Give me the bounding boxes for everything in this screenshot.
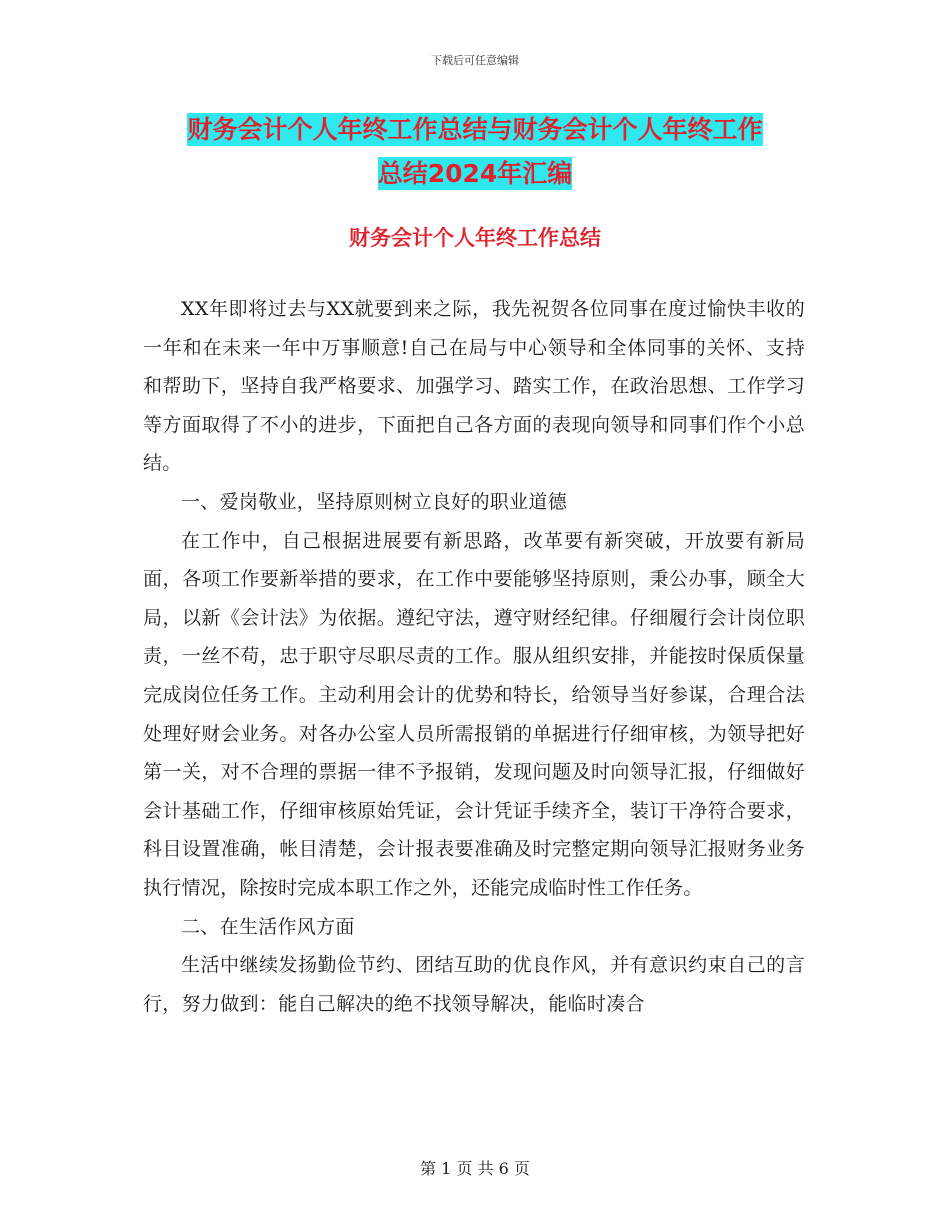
title-line-1: 财务会计个人年终工作总结与财务会计个人年终工作 — [187, 115, 763, 144]
heading-2: 二、在生活作风方面 — [181, 915, 355, 938]
title-line-2: 总结2024年汇编 — [377, 159, 573, 188]
section-title: 财务会计个人年终工作总结 — [349, 226, 601, 250]
document-body — [143, 290, 805, 1023]
paragraph-work: 在工作中，自己根据进展要有新思路，改革要有新突破，开放要有新局面，各项工作要新举措的要求，在工作中要能够坚持原则，秉公办事，顾全大局，以新《会计法》为依据。遵纪守法，遵守财经纪律。仔细履行会计岗位职责，一丝不苟，忠于职守尽职尽责的工作。服从组织安排，并能按时保质保量完成岗位任务工作。主动利用会计的优势和特长，给领导当好参谋，合理合法处理好财会业务。对各办公室人员所需报销的单据进行仔细审核，为领导把好第一关，对不合理的票据一律不予报销，发现问题及时向领导汇报，仔细做好会计基础工作，仔细审核原始凭证，会计凭证手续齐全，装订干净符合要求，科目设置准确，帐目清楚，会计报表要准确及时完整定期向领导汇报财务业务执行情况，除按时完成本职工作之外，还能完成临时性工作任务。 — [143, 529, 805, 899]
heading-1: 一、爱岗敬业，坚持原则树立良好的职业道德 — [181, 490, 568, 513]
header-note: 下载后可任意编辑 — [431, 54, 519, 67]
document-title — [140, 108, 810, 196]
paragraph-intro: XX年即将过去与XX就要到来之际，我先祝贺各位同事在度过愉快丰收的一年和在未来一年中万事顺意!自己在局与中心领导和全体同事的关怀、支持和帮助下，坚持自我严格要求、加强学习、踏实工作，在政治思想、工作学习等方面取得了不小的进步，下面把自己各方面的表现向领导和同事们作个小总结。 — [143, 298, 805, 475]
page-footer: 第 1 页 共 6 页 — [420, 1159, 530, 1178]
paragraph-life: 生活中继续发扬勤俭节约、团结互助的优良作风，并有意识约束自己的言行，努力做到：能自己解决的绝不找领导解决，能临时凑合 — [143, 954, 805, 1015]
